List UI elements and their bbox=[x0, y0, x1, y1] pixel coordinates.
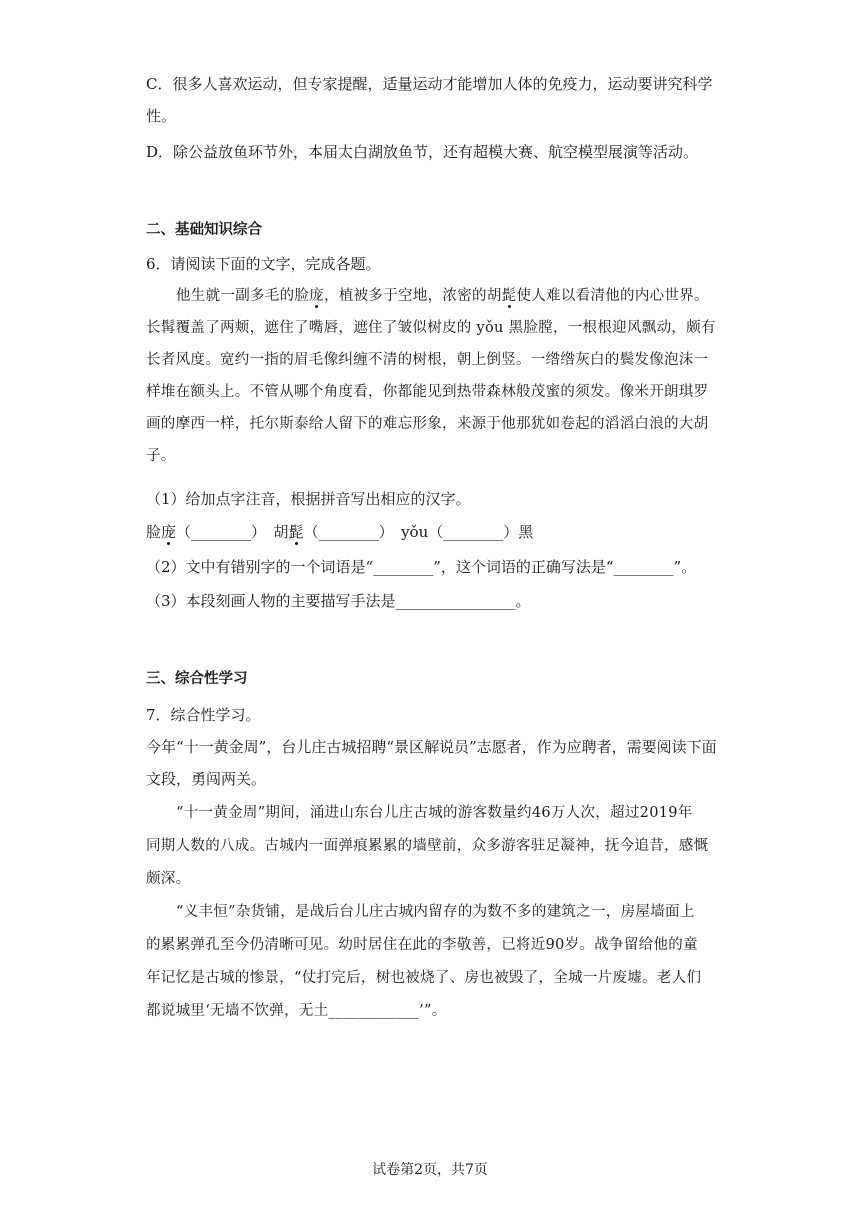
q7-para2-line-4: 都说城里‘无墙不饮弹，无土____________’”。 bbox=[146, 1003, 447, 1019]
q7-para1-line-2: 同期人数的八成。古城内一面弹痕累累的墙壁前，众多游客驻足凝神，抚今追昔，感慨 bbox=[146, 838, 709, 854]
q7-para2-line-1: “义丰恒”杂货铺，是战后台儿庄古城内留存的为数不多的建筑之一，房屋墙面上 bbox=[176, 904, 695, 920]
option-c-line2: 性。 bbox=[146, 107, 177, 125]
q7-para2-line-2: 的累累弹孔至今仍清晰可见。幼时居住在此的李敬善，已将近90岁。战争留给他的童 bbox=[146, 937, 698, 953]
subquestion-2: （2）文中有错别字的一个词语是“________”，这个词语的正确写法是“________”。 bbox=[146, 558, 697, 576]
passage-line-1-c: 使人难以看清他的内心世界。 bbox=[516, 288, 709, 304]
fill-dotted-pang: 庞 bbox=[161, 523, 177, 541]
fill-dotted-zi: 髭 bbox=[288, 523, 304, 541]
passage-line-1 bbox=[176, 286, 709, 306]
passage-line-6: 子。 bbox=[146, 448, 176, 464]
passage-line-2: 长髯覆盖了两颊，遮住了嘴唇，遮住了皱似树皮的 yǒu 黑脸膛，一根根迎风飘动，颇有 bbox=[146, 320, 716, 336]
q7-para1-line-1: “十一黄金周”期间，涌进山东台儿庄古城的游客数量约46万人次，超过2019年 bbox=[176, 805, 693, 821]
q7-intro-line-1: 今年“十一黄金周”，台儿庄古城招聘“景区解说员”志愿者，作为应聘者，需要阅读下面 bbox=[146, 738, 717, 756]
subquestion-1: （1）给加点字注音，根据拼音写出相应的汉字。 bbox=[146, 490, 471, 508]
dotted-char-zi: 髭 bbox=[501, 288, 517, 304]
passage-line-4: 样堆在额头上。不管从哪个角度看，你都能见到热带森林般茂蜜的须发。像米开朗琪罗 bbox=[146, 384, 709, 400]
subquestion-3: （3）本段刻画人物的主要描写手法是________________。 bbox=[146, 592, 531, 610]
dotted-char-pang: 庞 bbox=[309, 288, 325, 304]
q7-para2-line-3: 年记忆是古城的惨景，“仗打完后，树也被烧了、房也被毁了，全城一片废墟。老人们 bbox=[146, 970, 702, 986]
passage-line-1-a: 他生就一副多毛的脸 bbox=[176, 288, 310, 304]
q7-para1-line-3: 颇深。 bbox=[146, 871, 191, 887]
fill-c: （________） yǒu（________）黑 bbox=[303, 523, 534, 541]
section2-title: 二、基础知识综合 bbox=[146, 222, 262, 238]
fill-b: （________） 胡 bbox=[176, 523, 289, 541]
option-d-line: D．除公益放鱼环节外，本届太白湖放鱼节，还有超模大赛、航空模型展演等活动。 bbox=[146, 143, 699, 161]
passage-line-3: 长者风度。宽约一指的眉毛像纠缠不清的树根，朝上倒竖。一绺绺灰白的鬓发像泡沫一 bbox=[146, 352, 709, 368]
question6-prompt: 6．请阅读下面的文字，完成各题。 bbox=[146, 255, 381, 273]
section3-title: 三、综合性学习 bbox=[146, 671, 248, 687]
fill-a: 脸 bbox=[146, 523, 162, 541]
page-footer: 试卷第2页，共7页 bbox=[372, 1162, 488, 1178]
option-c-line1: C．很多人喜欢运动，但专家提醒，适量运动才能增加人体的免疫力，运动要讲究科学 bbox=[146, 75, 713, 93]
question7-prompt: 7．综合性学习。 bbox=[146, 706, 261, 724]
q7-intro-line-2: 文段，勇闯两关。 bbox=[146, 770, 267, 788]
passage-line-1-b: ，植被多于空地，浓密的胡 bbox=[324, 288, 502, 304]
fill-in-blanks bbox=[146, 522, 533, 542]
passage-line-5: 画的摩西一样，托尔斯泰给人留下的难忘形象，来源于他那犹如卷起的滔滔白浪的大胡 bbox=[146, 416, 709, 432]
